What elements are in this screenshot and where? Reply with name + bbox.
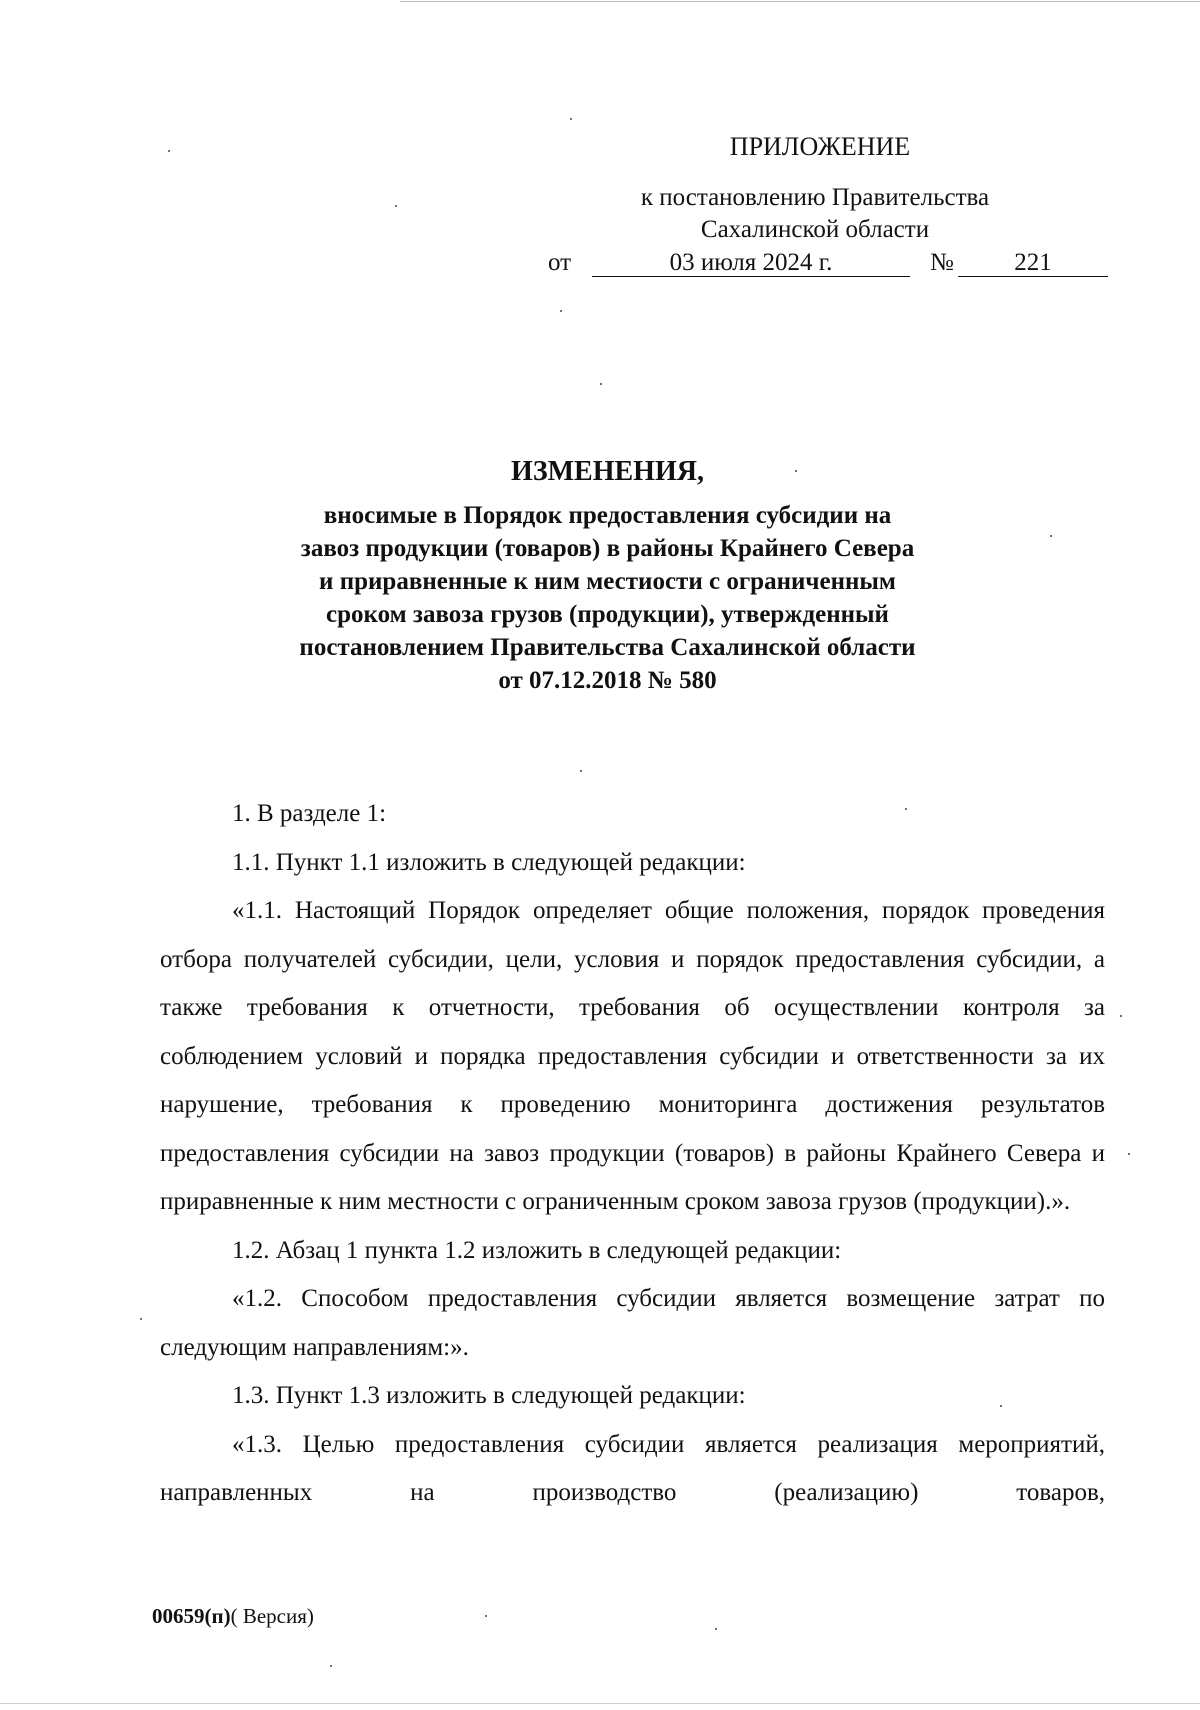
paragraph: 1.3. Пункт 1.3 изложить в следующей редакции: [232,1382,746,1409]
doc-code: 00659(п) [152,1604,231,1628]
scan-speck [905,808,907,810]
appendix-title: ПРИЛОЖЕНИЕ [729,132,911,161]
paragraph: «1.1. Настоящий Порядок определяет общие положения, порядок проведения отбора получателей субсидии, цели, условия и порядок предоставления субсидии, а также требования к отчетности, требования об осуществлении контроля за соблюдением условий и порядка предоставления субсидии и ответственности за их нарушение, требования к проведению мониторинга достижения результатов предоставления субсидии на завоз продукции (товаров) в районы Крайнего Севера и приравненные к ним местности с ограниченным сроком завоза грузов (продукции).». [160,897,1105,1215]
scan-speck [580,770,582,772]
document-subtitle [250,499,965,697]
document-body [160,790,1105,1518]
appendix-decree-line-1: к постановлению Правительства [640,184,990,211]
bottom-rule [0,1703,1200,1704]
number-prefix: № [930,249,954,276]
scan-speck [1120,1015,1122,1017]
scan-speck [330,1665,332,1667]
scan-speck [1000,1405,1002,1407]
subtitle-line: от 07.12.2018 № 580 [498,667,717,694]
decree-date-row [548,248,1108,280]
scan-speck [485,1615,487,1617]
scan-speck [795,470,797,472]
top-rule [400,1,1200,2]
footer-doc-code [152,1603,314,1629]
paragraph: «1.3. Целью предоставления субсидии является реализация мероприятий, направленных на производство (реализацию) товаров, [160,1430,1105,1506]
decree-date: 03 июля 2024 г. [592,248,910,277]
scan-speck [395,205,397,207]
subtitle-line: вносимые в Порядок предоставления субсидии на [323,502,892,529]
paragraph: «1.2. Способом предоставления субсидии является возмещение затрат по следующим направлениям:». [160,1285,1105,1361]
scan-speck [1050,535,1052,537]
document-title: ИЗМЕНЕНИЯ, [511,456,704,487]
subtitle-line: сроком завоза грузов (продукции), утвержденный [326,601,889,628]
scan-speck [168,150,170,152]
subtitle-line: завоз продукции (товаров) в районы Крайнего Севера [300,535,915,562]
subtitle-line: постановлением Правительства Сахалинской области [299,634,916,661]
scan-speck [140,1318,142,1320]
scan-speck [715,1628,717,1630]
paragraph: 1.1. Пункт 1.1 изложить в следующей редакции: [232,848,746,876]
scan-speck [560,310,562,312]
decree-number: 221 [958,248,1108,277]
scan-speck [600,383,602,385]
scan-speck [1128,1153,1130,1155]
doc-version: ( Версия) [230,1604,314,1628]
subtitle-line: и приравненные к ним местиости с ограниченным [319,568,896,595]
section-heading: 1. В разделе 1: [232,800,387,827]
date-prefix: от [548,249,572,276]
scan-speck [570,118,572,120]
document-title-block [250,455,965,697]
appendix-decree-line-2: Сахалинской области [700,216,930,243]
paragraph: 1.2. Абзац 1 пункта 1.2 изложить в следующей редакции: [232,1236,842,1264]
